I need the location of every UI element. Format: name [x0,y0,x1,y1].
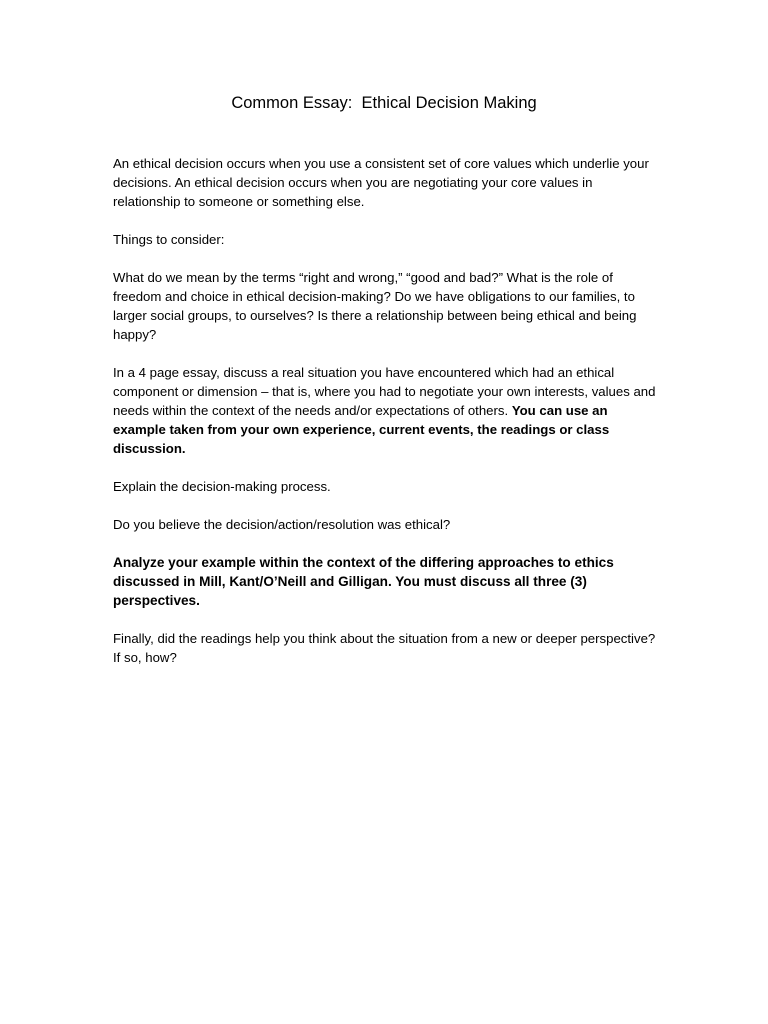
paragraph-definition: An ethical decision occurs when you use a consistent set of core values which underlie your decisions. An ethical decision occurs when you are negotiating your core values in relationship to someone or something else. [113,156,649,209]
paragraph-assignment [113,363,658,458]
assignment-text: In a 4 page essay, discuss a real situation you have encountered which had an ethical component or dimension – that is, where you had to negotiate your own interests, values and needs within the context of the needs and/or expectations of others. [113,365,656,418]
paragraph-ethical-question: Do you believe the decision/action/resolution was ethical? [113,517,451,532]
document-title: Common Essay: Ethical Decision Making [231,94,537,112]
paragraph-analyze: Analyze your example within the context of the differing approaches to ethics discussed in Mill, Kant/O’Neill and Gilligan. You must discuss all three (3) perspectives. [113,555,614,608]
paragraph-questions: What do we mean by the terms “right and wrong,” “good and bad?” What is the role of freedom and choice in ethical decision-making? Do we have obligations to our families, to larger social groups, to ourselves? Is there a relationship between being ethical and being happy? [113,270,637,342]
paragraph-explain-process: Explain the decision-making process. [113,479,331,494]
document-body [113,154,658,686]
assignment-emphasis: You can use an example taken from your own experience, current events, the readings or class discussion. [113,403,610,456]
paragraph-finally: Finally, did the readings help you think about the situation from a new or deeper perspective? If so, how? [113,631,656,665]
paragraph-things-to-consider: Things to consider: [113,232,225,247]
